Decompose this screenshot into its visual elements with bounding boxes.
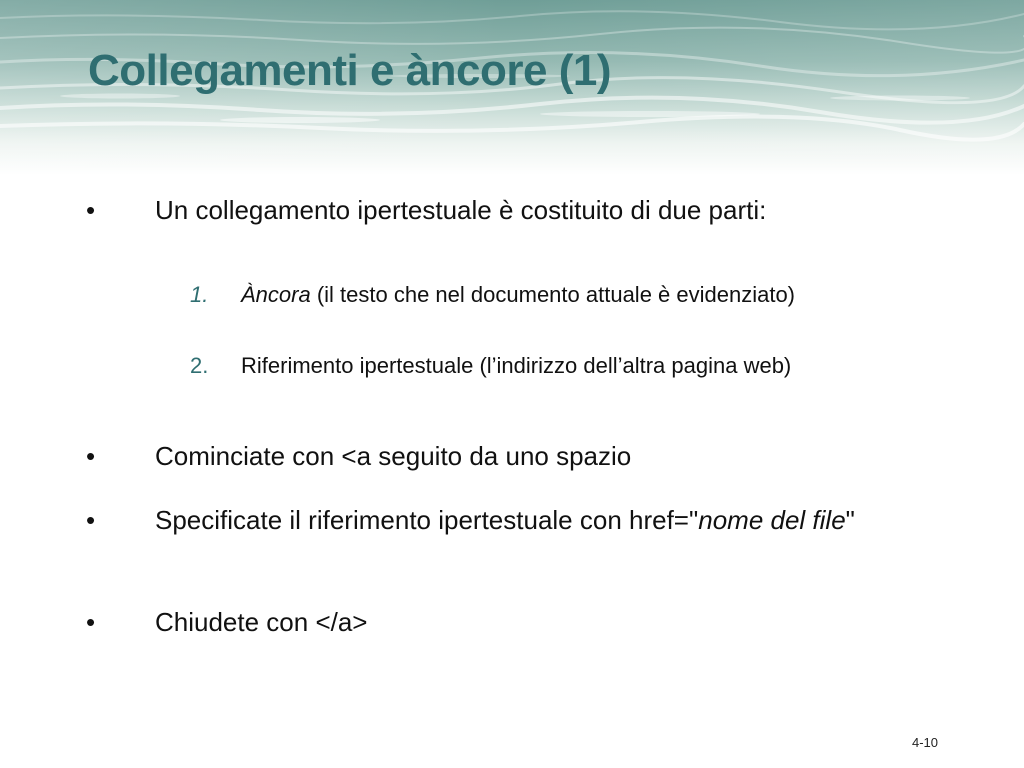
bullet-text-prefix: Specificate il riferimento ipertestuale con href="	[155, 505, 699, 535]
slide-title: Collegamenti e àncore (1)	[88, 46, 611, 95]
page-number: 4-10	[912, 735, 939, 750]
bullet-marker: •	[86, 195, 96, 225]
bullet-marker: •	[86, 607, 96, 637]
subitem-description: (il testo che nel documento attuale è evidenziato)	[310, 282, 796, 307]
subitem-number: 2.	[190, 353, 209, 378]
bullet-text	[155, 501, 915, 539]
subitem-number: 1.	[190, 282, 209, 307]
bullet-marker: •	[86, 441, 96, 471]
bullet-text-italic: nome del file	[698, 505, 846, 535]
bullet-text: Un collegamento ipertestuale è costituito di due parti:	[155, 195, 767, 225]
subitem-italic-term: Àncora	[241, 282, 311, 307]
subitem-text	[241, 279, 901, 310]
bullet-text: Cominciate con <a seguito da uno spazio	[155, 441, 632, 471]
bullet-text-suffix: "	[845, 505, 855, 535]
bullet-text: Chiudete con </a>	[155, 607, 368, 637]
bullet-marker: •	[86, 505, 96, 535]
subitem-text: Riferimento ipertestuale (l’indirizzo dell’altra pagina web)	[241, 353, 792, 378]
